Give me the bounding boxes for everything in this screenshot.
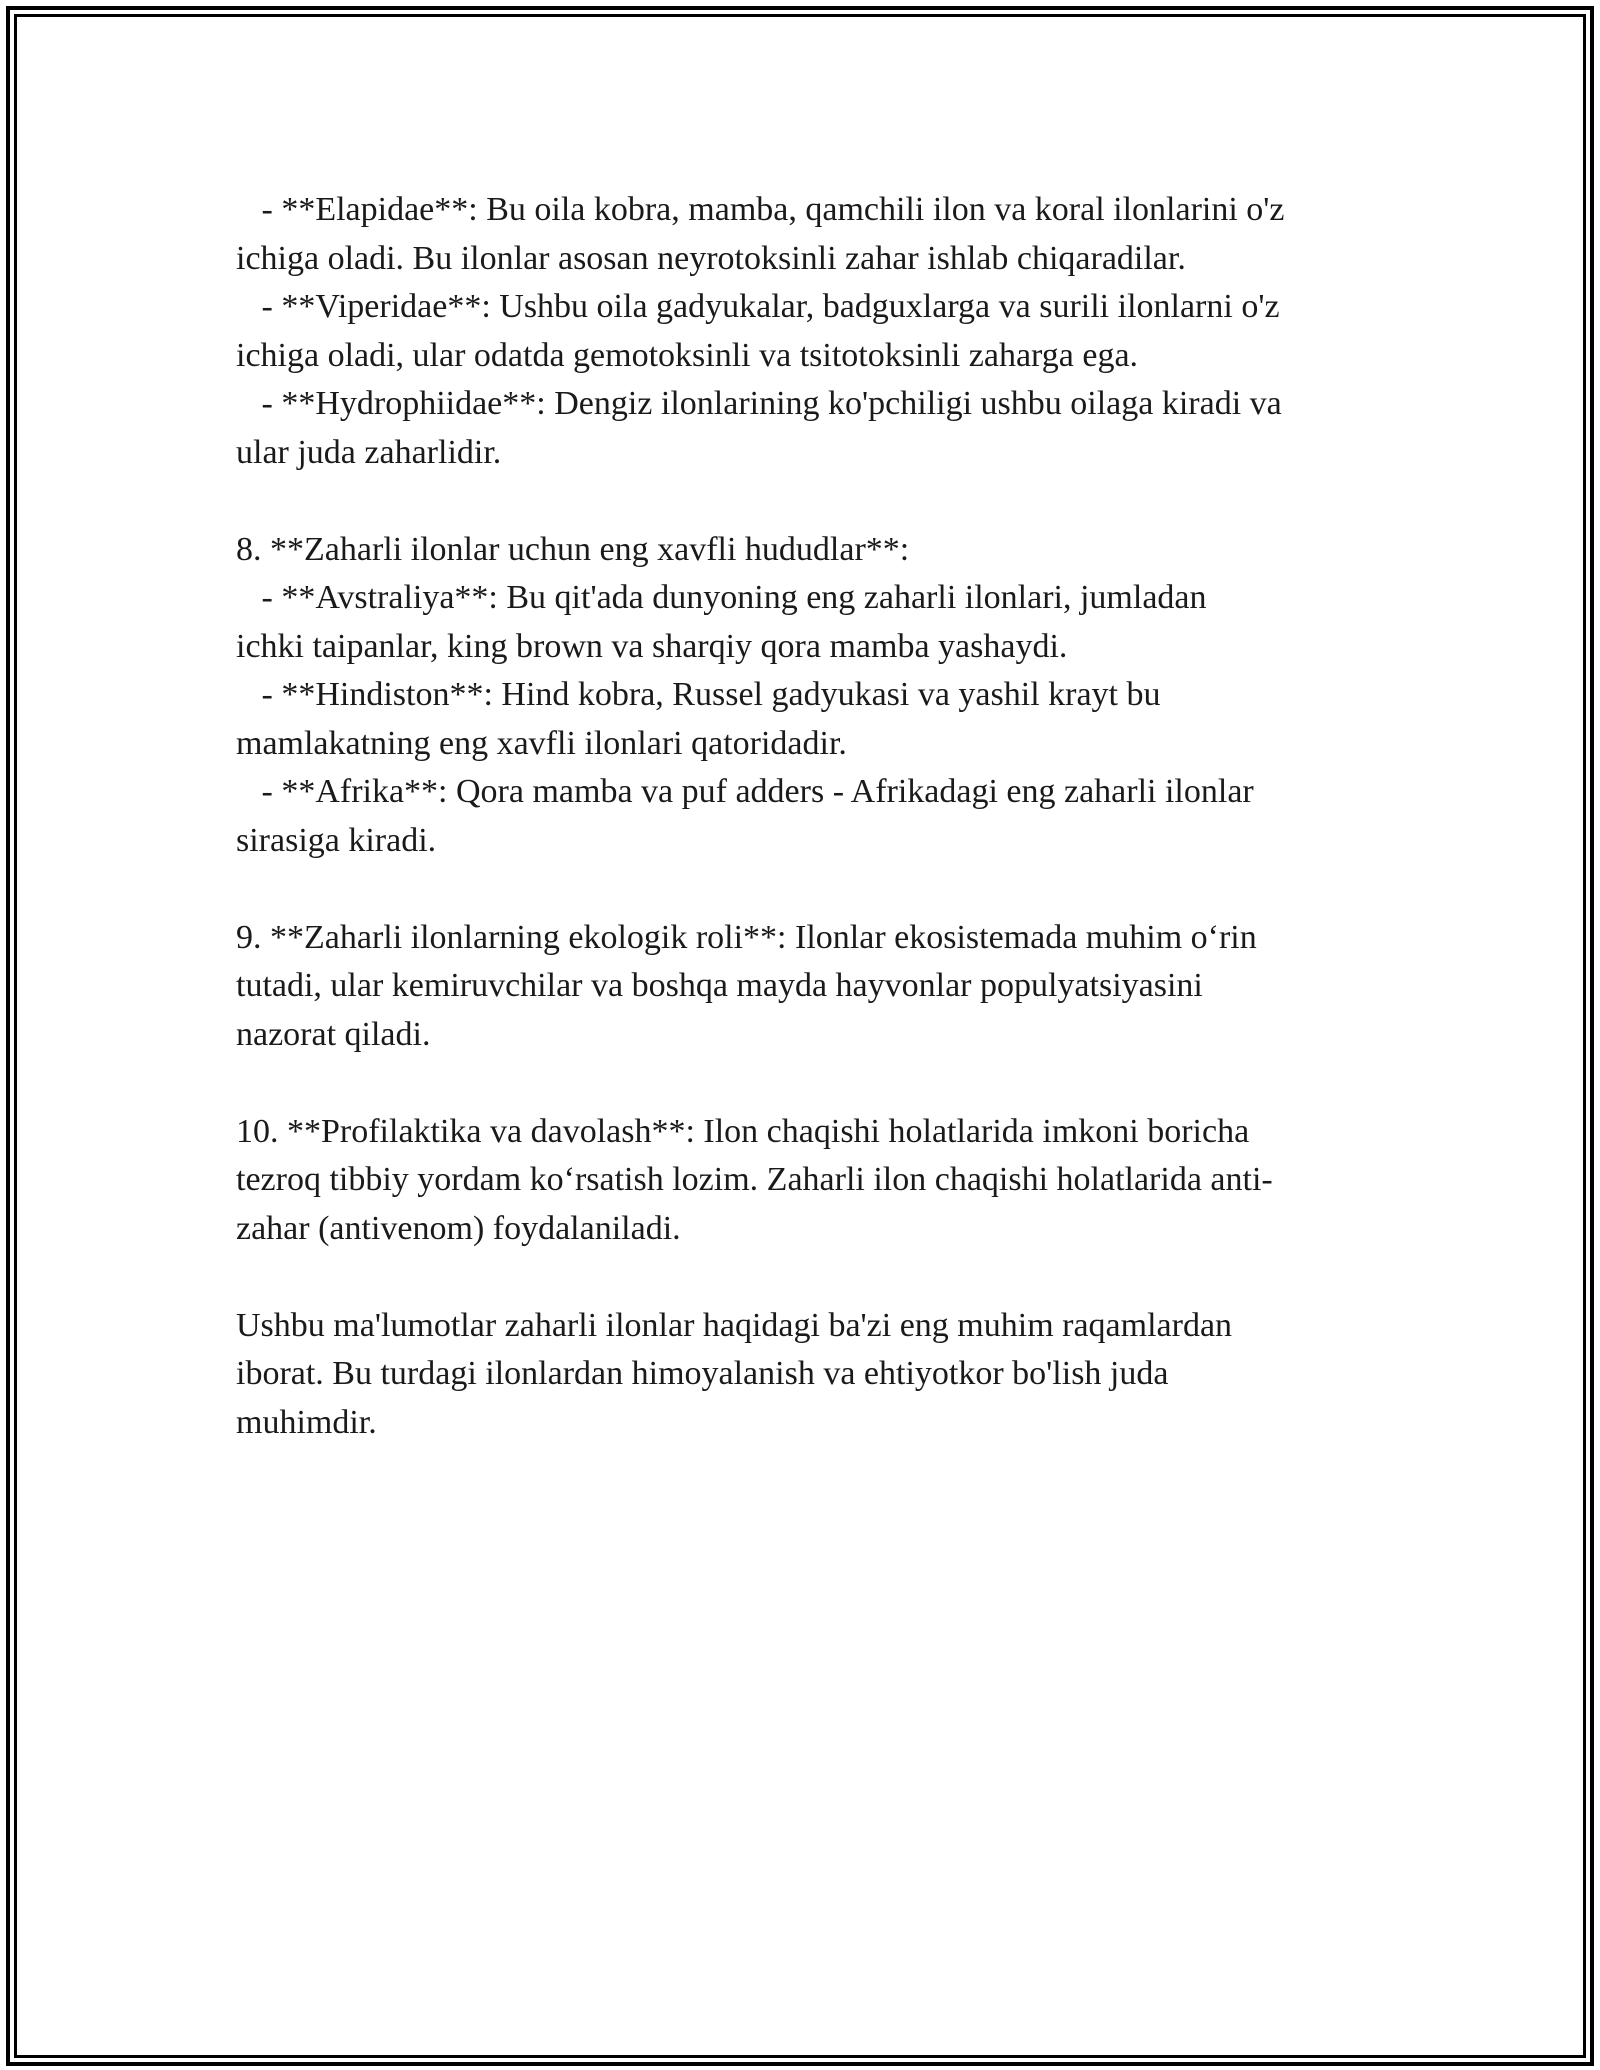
text-line: ichiga oladi. Bu ilonlar asosan neyrotoksinli zahar ishlab chiqaradilar. [236,239,1186,277]
text-line: - **Elapidae**: Bu oila kobra, mamba, qamchili ilon va koral ilonlarini o'z [236,191,1285,228]
section-heading-line: 8. **Zaharli ilonlar uchun eng xavfli hududlar**: [236,530,910,568]
section-heading-line: 10. **Profilaktika va davolash**: Ilon chaqishi holatlarida imkoni boricha [236,1112,1250,1150]
text-line: iborat. Bu turdagi ilonlardan himoyalanish va ehtiyotkor bo'lish juda [236,1355,1169,1392]
text-line: tutadi, ular kemiruvchilar va boshqa mayda hayvonlar populyatsiyasini [236,967,1203,1004]
document-body [236,186,1376,1496]
text-line: mamlakatning eng xavfli ilonlari qatoridadir. [236,724,847,762]
text-line: zahar (antivenom) foydalaniladi. [236,1209,681,1247]
section-heading-line: 9. **Zaharli ilonlarning ekologik roli**: Ilonlar ekosistemada muhim o‘rin [236,918,1257,956]
text-line: ichiga oladi, ular odatda gemotoksinli va tsitotoksinli zaharga ega. [236,336,1139,374]
text-line: - **Afrika**: Qora mamba va puf adders - Afrikadagi eng zaharli ilonlar [236,773,1254,810]
text-line: sirasiga kiradi. [236,821,437,859]
snake-families-list [236,186,1376,477]
text-line: muhimdir. [236,1403,377,1441]
conclusion-paragraph [236,1302,1376,1448]
text-line: - **Hindiston**: Hind kobra, Russel gadyukasi va yashil krayt bu [236,676,1161,713]
text-line: tezroq tibbiy yordam ko‘rsatish lozim. Zaharli ilon chaqishi holatlarida anti- [236,1161,1273,1198]
text-line: ichki taipanlar, king brown va sharqiy qora mamba yashaydi. [236,627,1068,665]
text-line: nazorat qiladi. [236,1015,431,1053]
text-line: Ushbu ma'lumotlar zaharli ilonlar haqidagi ba'zi eng muhim raqamlardan [236,1306,1233,1344]
text-line: - **Viperidae**: Ushbu oila gadyukalar, badguxlarga va surili ilonlarni o'z [236,288,1280,325]
ecological-role-section [236,914,1376,1060]
text-line: ular juda zaharlidir. [236,433,502,471]
prevention-treatment-section [236,1108,1376,1254]
text-line: - **Hydrophiidae**: Dengiz ilonlarining ko'pchiligi ushbu oilaga kiradi va [236,385,1282,422]
dangerous-regions-section [236,526,1376,866]
text-line: - **Avstraliya**: Bu qit'ada dunyoning eng zaharli ilonlari, jumladan [236,579,1207,616]
